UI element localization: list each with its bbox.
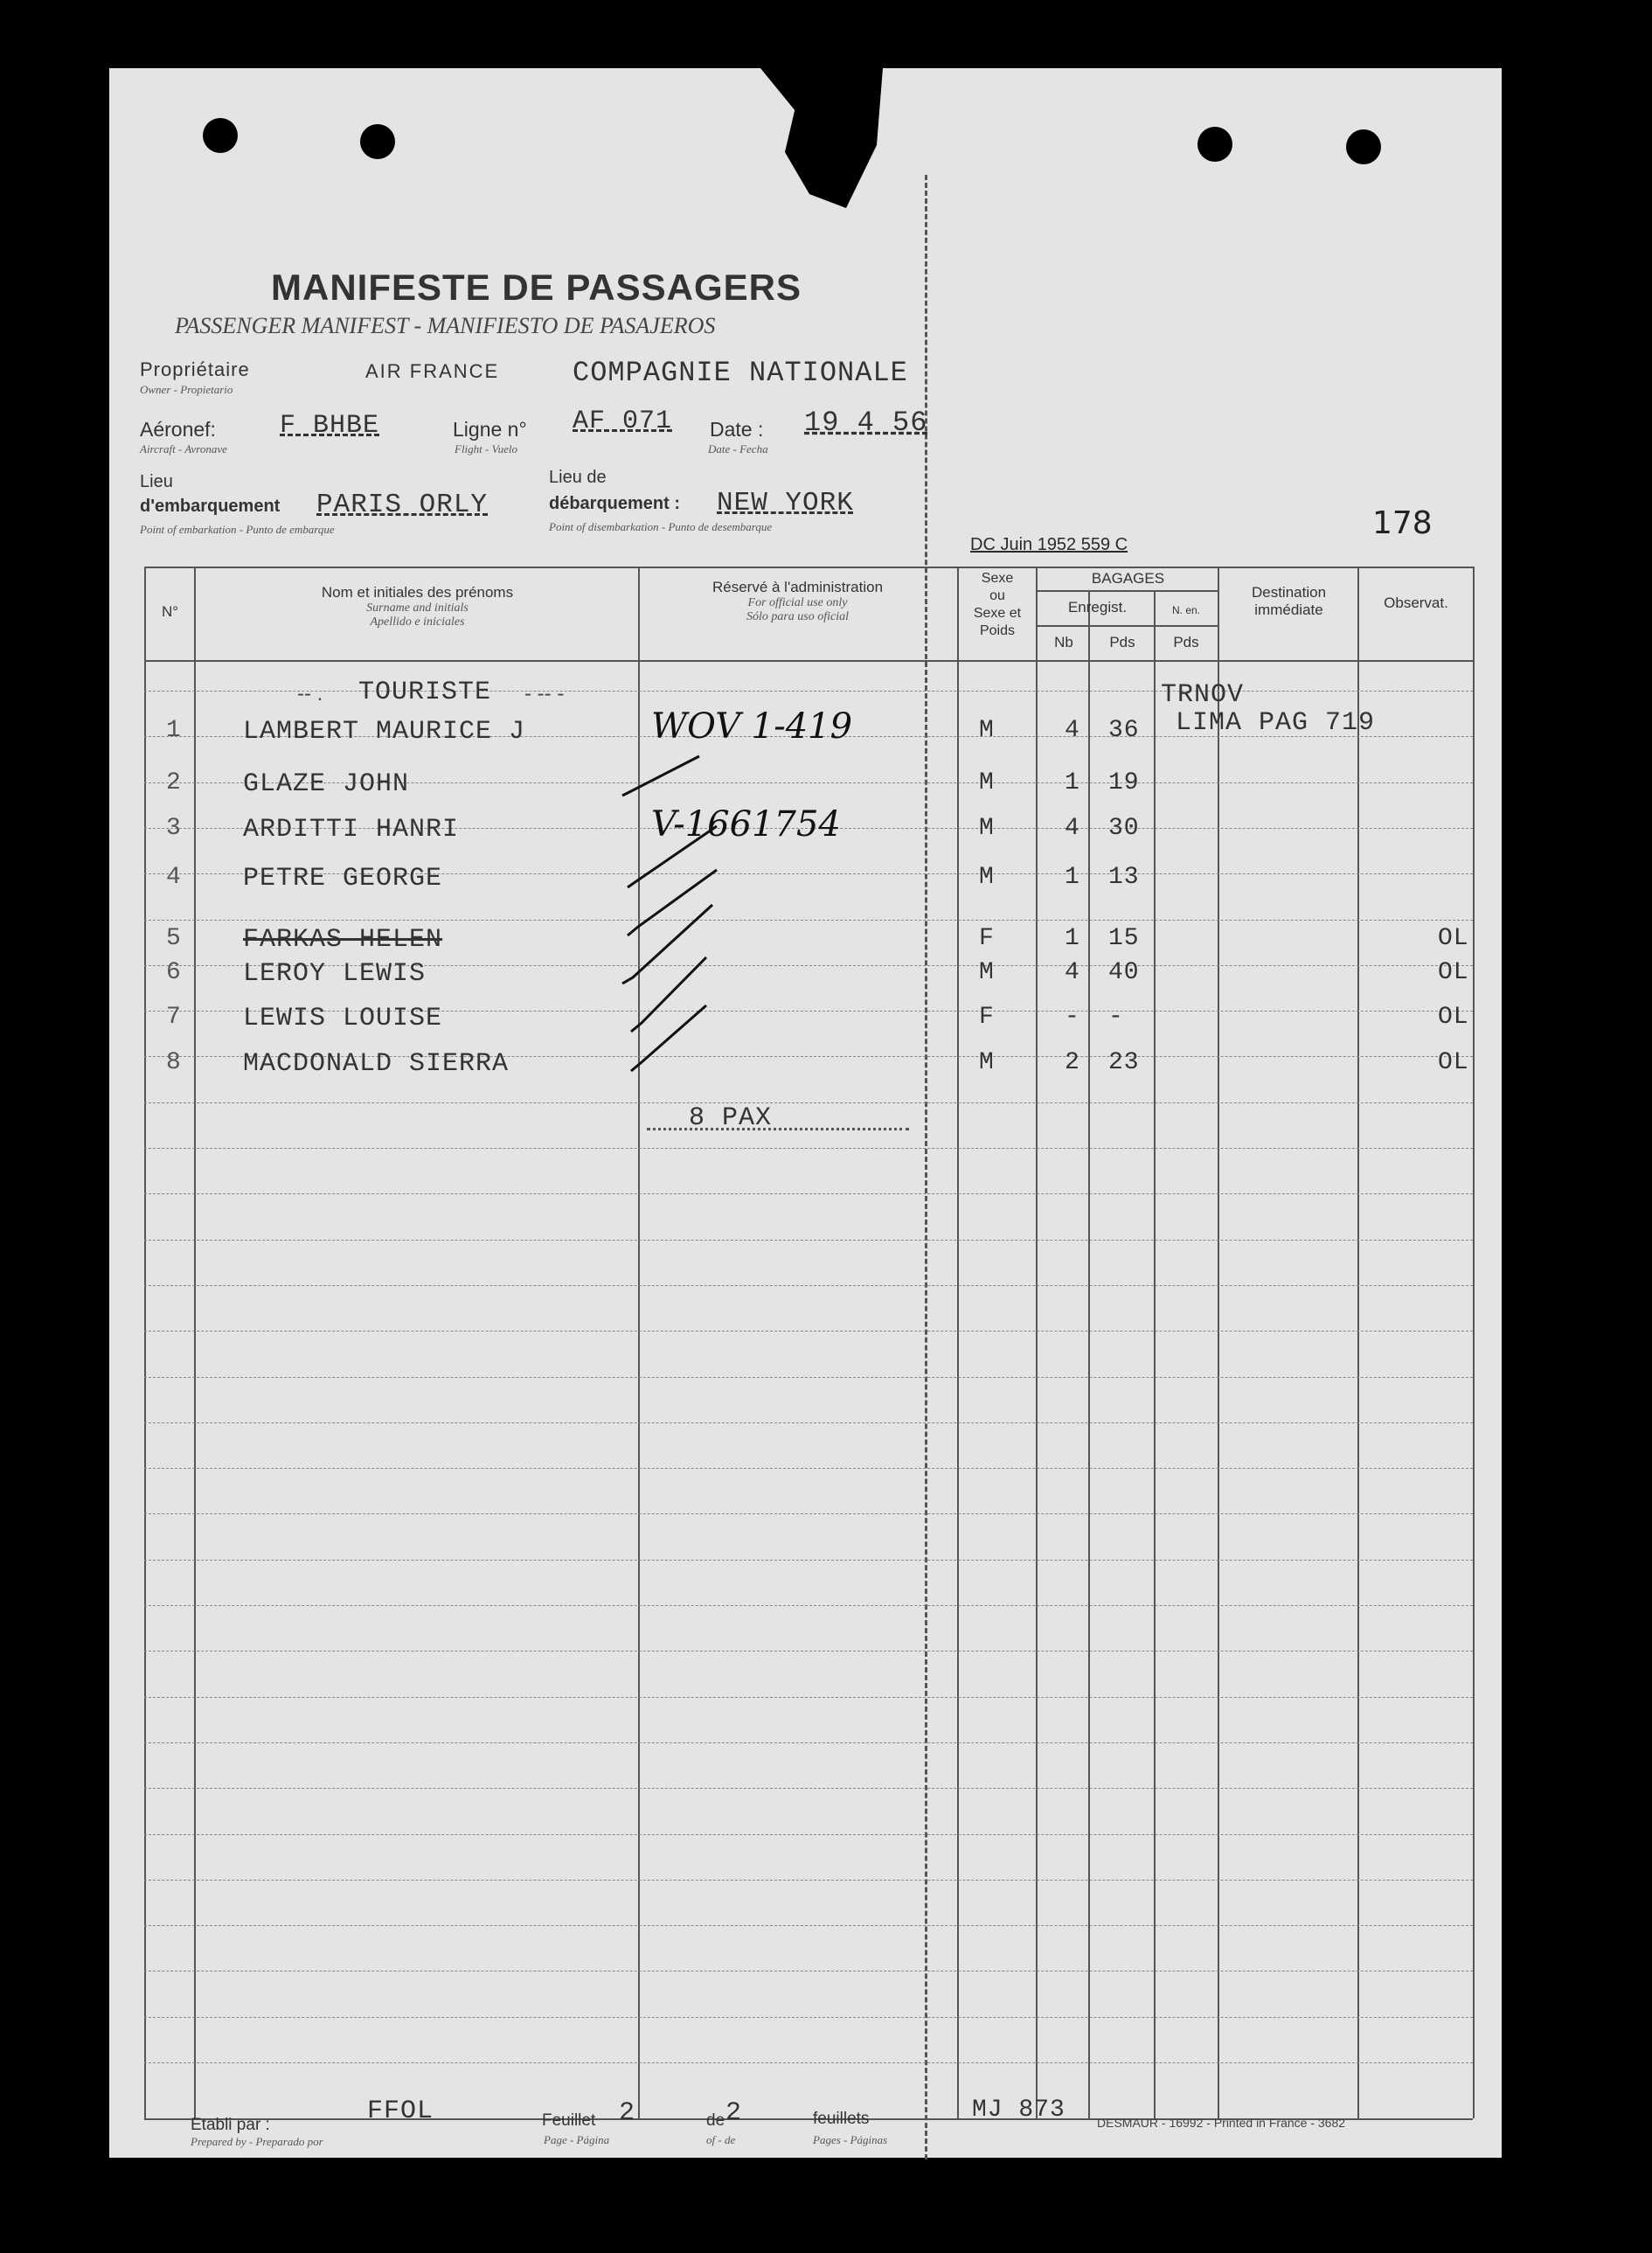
col-header-admin-sub2: Sólo para uso oficial [746,610,850,623]
disembarkation-label-1: Lieu de [549,468,607,487]
col-divider [1088,590,1090,2118]
passenger-sex: M [979,815,995,842]
form-code: DC Juin 1952 559 C [970,535,1128,554]
passenger-sex: M [979,717,995,744]
col-header-destination-2: immédiate [1254,601,1323,618]
fold-line [925,175,927,2159]
embarkation-label-2: d'embarquement [140,497,281,516]
passenger-admin: V-1661754 [651,804,841,845]
aircraft-label-sub: Aircraft - Avronave [140,442,227,455]
col-header-sex [959,570,1036,640]
prepared-label: Etabli par : [191,2116,270,2134]
passenger-no: 6 [166,959,182,986]
page-number: 178 [1372,505,1433,541]
row-line [144,1468,1473,1469]
class-heading: TOURISTE [358,678,492,707]
row-line [144,691,1473,692]
sheets-label: feuillets [813,2110,870,2128]
check-mark [622,756,699,796]
passenger-bag-nb: 4 [1065,717,1080,744]
passenger-bag-nb: 4 [1065,815,1080,842]
col-divider [1473,567,1475,2118]
sheet-sub: Page - Página [544,2133,610,2146]
col-header-admin-sub1: For official use only [747,596,848,609]
passenger-bag-pds: 23 [1108,1049,1140,1076]
passenger-sex: F [979,925,995,952]
passenger-name: FARKAS HELEN [243,925,443,955]
passenger-remarks: OL [1438,959,1469,986]
form-subtitle: PASSENGER MANIFEST - MANIFIESTO DE PASAJEROS [175,313,716,338]
passenger-bag-pds: 40 [1108,959,1140,986]
row-line [144,2062,1473,2063]
col-header-sex-4: Poids [979,623,1016,638]
col-header-pds2: Pds [1173,634,1199,650]
row-line [144,1605,1473,1606]
row-line [144,1102,1473,1103]
passenger-bag-nb: 4 [1065,959,1080,986]
punch-hole [203,118,238,153]
passenger-remarks: OL [1438,1004,1469,1031]
row-line [144,1697,1473,1698]
passenger-bag-nb: 1 [1065,925,1080,952]
col-header-name [201,584,634,629]
embarkation-label-sub: Point of embarkation - Punto de embarque [140,523,335,536]
passenger-sex: M [979,864,995,891]
col-header-destination [1220,584,1357,619]
punch-hole [1197,127,1232,162]
row-line [144,1651,1473,1652]
passenger-name: PETRE GEORGE [243,864,443,894]
col-divider [957,567,959,2118]
passenger-bag-pds: 30 [1108,815,1140,842]
row-line [144,2017,1473,2018]
printer-credit: DESMAUR - 16992 - Printed in France - 3682 [1097,2116,1346,2130]
passenger-name: LEROY LEWIS [243,959,427,989]
disembarkation-value: NEW YORK [717,488,854,518]
stamp: MJ 873 [972,2097,1065,2124]
row-line [144,920,1473,921]
passenger-no: 1 [166,717,182,744]
row-line [144,1834,1473,1835]
passenger-sex: M [979,1049,995,1076]
sheets-sub: Pages - Páginas [813,2133,888,2146]
owner-label-sub: Owner - Propietario [140,383,233,396]
row-line [144,1788,1473,1789]
disembarkation-label-2: débarquement : [549,494,681,513]
table-top-border [144,567,1473,568]
col-header-no: N° [161,603,179,620]
prepared-sub: Prepared by - Preparado por [191,2135,323,2148]
col-header-remarks: Observat. [1384,595,1448,611]
date-label-sub: Date - Fecha [708,442,768,455]
passenger-bag-pds: 15 [1108,925,1140,952]
passenger-name: GLAZE JOHN [243,769,410,799]
check-mark [622,905,712,984]
row-line [144,1880,1473,1881]
col-divider [1154,590,1156,2118]
passenger-no: 7 [166,1004,182,1031]
col-divider [144,567,146,2118]
row-line [144,1925,1473,1926]
col-divider [194,567,196,2118]
col-header-baggage: BAGAGES [1091,570,1165,587]
passenger-admin: WOV 1-419 [651,706,853,747]
col-divider [1218,567,1219,2118]
col-header-admin-label: Réservé à l'administration [711,579,884,595]
col-header-name-sub2: Apellido e iniciales [370,615,465,629]
sheet-value: 2 [619,2098,636,2128]
row-line [144,1148,1473,1149]
baggage-header-divider [1036,590,1218,592]
disembarkation-label-sub: Point of disembarkation - Punto de desembarque [549,520,773,533]
passenger-bag-nb: 1 [1065,864,1080,891]
owner-printed: AIR FRANCE [365,360,500,382]
passenger-name: LEWIS LOUISE [243,1004,443,1033]
date-label: Date : [710,418,764,441]
row-line [144,1285,1473,1286]
baggage-subheader-divider [1036,625,1218,627]
of-sub: of - de [706,2133,736,2146]
class-heading-dashes-left: -- . [297,682,323,706]
passenger-sex: F [979,1004,995,1031]
of-label: de [706,2111,725,2130]
row-line [144,1422,1473,1423]
sheet-label: Feuillet [542,2111,596,2130]
class-heading-dashes-right: - -- - [524,682,565,706]
passenger-no: 8 [166,1049,182,1076]
col-header-destination-1: Destination [1251,584,1327,601]
passenger-bag-nb: 2 [1065,1049,1080,1076]
of-value: 2 [725,2098,743,2128]
aircraft-label: Aéronef: [140,418,216,441]
passenger-bag-pds: 36 [1108,717,1140,744]
col-divider [1036,567,1038,2118]
col-header-sex-1: Sexe [981,571,1014,586]
punch-hole [360,124,395,159]
form-title: MANIFESTE DE PASSAGERS [271,267,802,308]
embarkation-value: PARIS ORLY [316,490,489,520]
passenger-name: LAMBERT MAURICE J [243,717,526,747]
total-pax: 8 PAX [689,1103,773,1133]
prepared-value: FFOL [367,2097,434,2126]
row-line [144,1331,1473,1332]
check-marks [612,743,769,1084]
flight-label: Ligne n° [453,418,527,441]
row-line [144,1513,1473,1514]
embarkation-label-1: Lieu [140,472,173,491]
passenger-remarks: OL [1438,925,1469,952]
passenger-bag-pds: - [1108,1004,1124,1031]
passenger-bag-nb: - [1065,1004,1080,1031]
col-header-name-sub1: Surname and initials [366,601,469,615]
col-header-name-label: Nom et initiales des prénoms [321,584,514,601]
passenger-name: MACDONALD SIERRA [243,1049,510,1079]
passenger-bag-pds: 13 [1108,864,1140,891]
passenger-destination: LIMA PAG 719 [1176,708,1376,738]
passenger-sex: M [979,769,995,796]
passenger-no: 3 [166,815,182,842]
table-header-bottom [144,660,1473,662]
passenger-bag-pds: 19 [1108,769,1140,796]
row-line [144,1193,1473,1194]
aircraft-value: F BHBE [280,411,380,441]
owner-label: Propriétaire [140,358,250,380]
flight-label-sub: Flight - Vuelo [455,442,517,455]
flight-value: AF 071 [573,407,673,436]
row-line [144,1742,1473,1743]
passenger-remarks: OL [1438,1049,1469,1076]
owner-typed: COMPAGNIE NATIONALE [573,357,908,389]
row-line [144,1240,1473,1241]
col-header-admin [642,579,953,624]
col-header-registered: Enregist. [1067,599,1128,615]
check-mark [628,870,717,935]
passenger-sex: M [979,959,995,986]
passenger-name: ARDITTI HANRI [243,815,460,845]
col-divider [1357,567,1359,2118]
passenger-bag-nb: 1 [1065,769,1080,796]
row-line [144,1377,1473,1378]
col-header-nr: N. en. [1171,604,1200,616]
col-header-sex-2: ou [989,588,1005,603]
date-value: 19 4 56 [804,407,928,439]
check-mark [631,1005,706,1071]
punch-hole [1346,129,1381,164]
total-pax-underline [647,1128,909,1130]
col-header-nb: Nb [1054,634,1073,650]
passenger-no: 2 [166,769,182,796]
passenger-no: 4 [166,864,182,891]
col-header-sex-3: Sexe et [973,606,1022,621]
trnov-annotation: TRNOV [1161,680,1245,710]
row-line [144,1560,1473,1561]
passenger-no: 5 [166,925,182,952]
col-header-pds: Pds [1109,634,1135,650]
